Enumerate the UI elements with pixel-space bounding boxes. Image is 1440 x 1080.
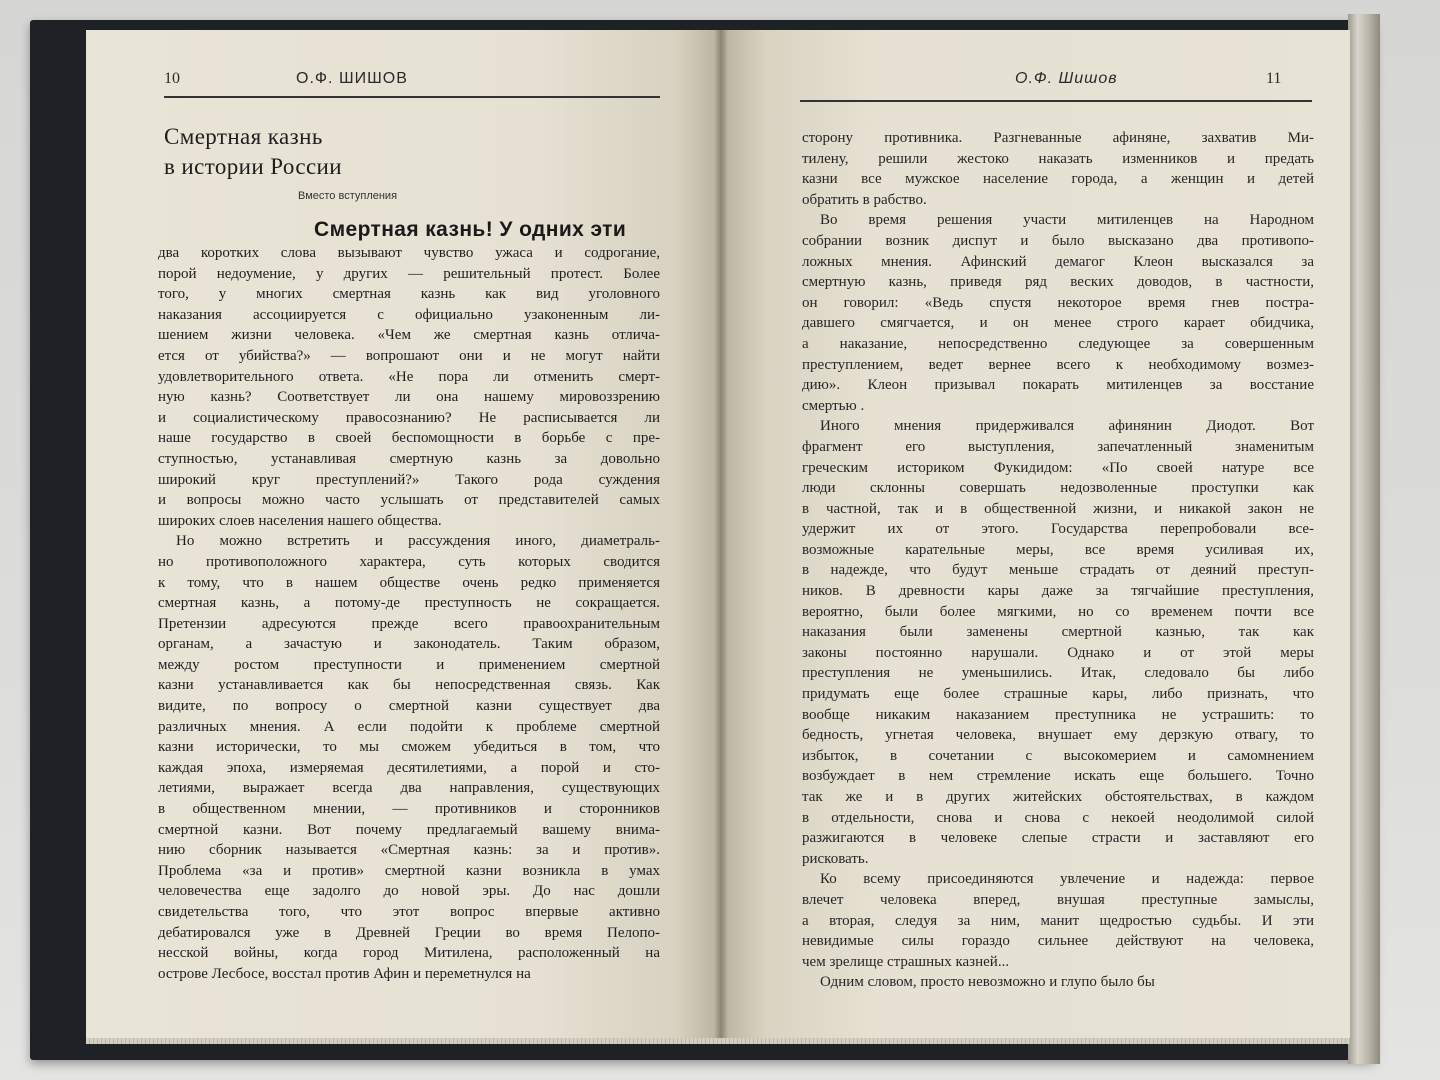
text-line: смертью . (802, 397, 865, 414)
text-line: дебатировался уже в Древней Греции во время Пелопо- (158, 924, 660, 941)
text-line: а наказание, непосредственно следующее за совершенным (802, 335, 1314, 352)
text-line: бедность, угнетая человека, внушает ему дерзкую отвагу, то (802, 727, 1314, 744)
text-line: в частной, так и в общественной жизни, и никакой закон не (802, 500, 1314, 517)
text-line: между ростом преступности и применением смертной (158, 656, 660, 673)
text-line: и вопросы можно часто услышать от представителей самых (158, 492, 660, 509)
text-line: наказания были заменены смертной казнью, так как (802, 624, 1314, 641)
text-line: рисковать. (802, 850, 869, 867)
text-line: но противоположного характера, суть которых сводится (158, 553, 660, 570)
text-line: разжигаются в человеке слепые страсти и заставляют его (802, 830, 1314, 847)
text-line: Одним словом, просто невозможно и глупо было бы (820, 974, 1155, 991)
text-line: а вторая, следуя за ним, манит щедростью судьбы. И эти (802, 912, 1314, 929)
text-line: Проблема «за и против» смертной казни возникла в умах (158, 862, 660, 879)
text-line: и социалистическому правосознанию? Не расписывается ли (158, 409, 660, 426)
text-line: в общественном мнении, — противников и сторонников (158, 801, 660, 818)
text-line: дию». Клеон призывал покарать митиленцев за восстание (802, 377, 1314, 394)
text-line: наше государство в своей беспомощности в борьбе с пре- (158, 430, 660, 447)
text-line: летиями, выражает всегда два направления, существующих (158, 780, 660, 797)
text-line: в надежде, что будут меньше страдать от деяний преступ- (802, 562, 1314, 579)
text-line: различных мнения. А если подойти к проблеме смертной (158, 718, 660, 735)
text-line: казни все мужское население города, а женщин и детей (802, 171, 1314, 188)
text-line: Во время решения участи митиленцев на Народном (820, 212, 1314, 229)
text-line: казни устанавливается как бы непосредственная связь. Как (158, 677, 660, 694)
text-line: широких слоев населения нашего общества. (158, 512, 442, 529)
text-line: возможные карательные меры, все время усиливая их, (802, 541, 1314, 558)
text-line: Претензии адресуются прежде всего правоохранительным (158, 615, 660, 632)
text-line: ную казнь? Соответствует ли она нашему мировоззрению (158, 389, 660, 406)
text-line: ступностью, устанавливая смертную казнь за довольно (158, 450, 660, 467)
text-line: придумать еще более страшные кары, либо признать, что (802, 686, 1314, 703)
left-page-number: 10 (164, 70, 180, 87)
text-line: смертная казнь, а потому-де преступность не сокращается. (158, 595, 660, 612)
text-line: шением жизни человека. «Чем же смертная казнь отлича- (158, 327, 660, 344)
text-line: люди склонны совершать недозволенные проступки как (802, 480, 1314, 497)
book-gutter (714, 30, 728, 1042)
text-line: порой недоумение, у других — решительный протест. Более (158, 265, 660, 282)
text-line: преступлением, ведет вернее всего к необходимому возмез- (802, 356, 1314, 373)
right-header-rule (800, 100, 1312, 102)
text-line: человечества еще задолго до новой эры. До нас дошли (158, 883, 660, 900)
text-line: невидимые силы гораздо сильнее действуют на человека, (802, 933, 1314, 950)
text-line: удержит их от этого. Государства перепробовали все- (802, 521, 1314, 538)
text-line: смертную казнь, приведя ряд веских доводов, в частности, (802, 274, 1314, 291)
text-line: несской войны, когда город Митилена, расположенный на (158, 945, 660, 962)
text-line: казни исторически, то мы сможем убедиться в том, что (158, 739, 660, 756)
right-body-text (802, 128, 1314, 993)
text-line: Но можно встретить и рассуждения иного, диаметраль- (176, 533, 660, 550)
left-header-rule (164, 96, 660, 98)
right-page (722, 30, 1350, 1042)
text-line: в отдельности, снова и снова с некоей неодолимой силой (802, 809, 1314, 826)
text-line: наказания ассоциируется с официально узаконенным ли- (158, 306, 660, 323)
left-page (86, 30, 722, 1042)
left-author: О.Ф. ШИШОВ (296, 70, 408, 87)
text-line: острове Лесбосе, восстал против Афин и переметнулся на (158, 965, 531, 982)
text-line: свидетельства того, что этот вопрос впервые активно (158, 904, 660, 920)
text-line: два коротких слова вызывают чувство ужаса и содрогание, (158, 245, 660, 261)
text-line: тилену, решили жестоко наказать изменников и предать (802, 150, 1314, 167)
opening-line: Смертная казнь! У одних эти (314, 218, 627, 241)
text-line: удовлетворительного ответа. «Не пора ли отменить смерт- (158, 368, 660, 385)
text-line: к тому, что в нашем обществе очень редко применяется (158, 574, 660, 591)
text-line: законы постоянно нарушали. Однако и от этой меры (802, 644, 1314, 661)
text-line: чем зрелище страшных казней... (802, 953, 1010, 970)
text-line: Ко всему присоединяются увлечение и надежда: первое (820, 871, 1314, 888)
text-line: он говорил: «Ведь спустя некоторое время гнев постра- (802, 294, 1314, 311)
text-line: греческим историком Фукидидом: «По своей натуре все (802, 459, 1314, 476)
text-line: ников. В древности кары даже за тягчайшие преступления, (802, 583, 1314, 600)
book-page-edge (1348, 14, 1380, 1064)
text-line: того, у многих смертная казнь как вид уголовного (158, 286, 660, 303)
text-line: ется от убийства?» — вопрошают они и не могут найти (158, 347, 660, 364)
text-line: возбуждает в нем стремление искать еще большего. Точно (802, 768, 1314, 785)
text-line: ложных мнения. Афинский демагог Клеон высказался за (802, 253, 1314, 270)
chapter-title-line-1: Смертная казнь (164, 124, 323, 149)
text-line: каждая эпоха, измеряемая десятилетиями, а порой и сто- (158, 759, 660, 776)
text-line: фрагмент его выступления, запечатленный знаменитым (802, 438, 1314, 455)
text-line: вообще никаким наказанием преступника не устрашить: то (802, 706, 1314, 723)
text-line: нию сборник называется «Смертная казнь: за и против». (158, 842, 660, 859)
text-line: собрании возник диспут и было высказано два противопо- (802, 232, 1314, 249)
text-line: давшего смягчается, и он менее строго карает обидчика, (802, 315, 1314, 332)
text-line: Иного мнения придерживался афинянин Диодот. Вот (820, 418, 1314, 435)
text-line: вероятно, были более мягкими, но со временем почти все (802, 603, 1314, 620)
chapter-title-line-2: в истории России (164, 154, 342, 179)
chapter-subtitle: Вместо вступления (298, 190, 398, 202)
right-author: О.Ф. Шишов (1015, 70, 1118, 87)
text-line: влечет человека вперед, внушая преступные замыслы, (802, 891, 1314, 908)
right-running-head (800, 70, 1320, 100)
text-line: видите, по вопросу о смертной казни существует два (158, 698, 660, 715)
text-line: избыток, в сочетании с высокомерием и самомнением (802, 747, 1314, 764)
chapter-title (164, 122, 464, 182)
text-line: органам, а зачастую и законодатель. Таким образом, (158, 636, 660, 653)
text-line: так же и в других житейских обстоятельствах, в каждом (802, 789, 1314, 805)
right-page-number: 11 (1266, 70, 1282, 87)
text-line: обратить в рабство. (802, 191, 927, 208)
page-stack-edge (86, 1038, 1350, 1044)
text-line: широкий круг преступлений?» Такого рода суждения (158, 471, 660, 488)
left-body-text (158, 243, 660, 984)
text-line: смертной казни. Вот почему предлагаемый вашему внима- (158, 821, 660, 838)
text-line: преступления не уменьшились. Итак, следовало бы либо (802, 665, 1314, 682)
text-line: сторону противника. Разгневанные афиняне, захватив Ми- (802, 130, 1314, 146)
